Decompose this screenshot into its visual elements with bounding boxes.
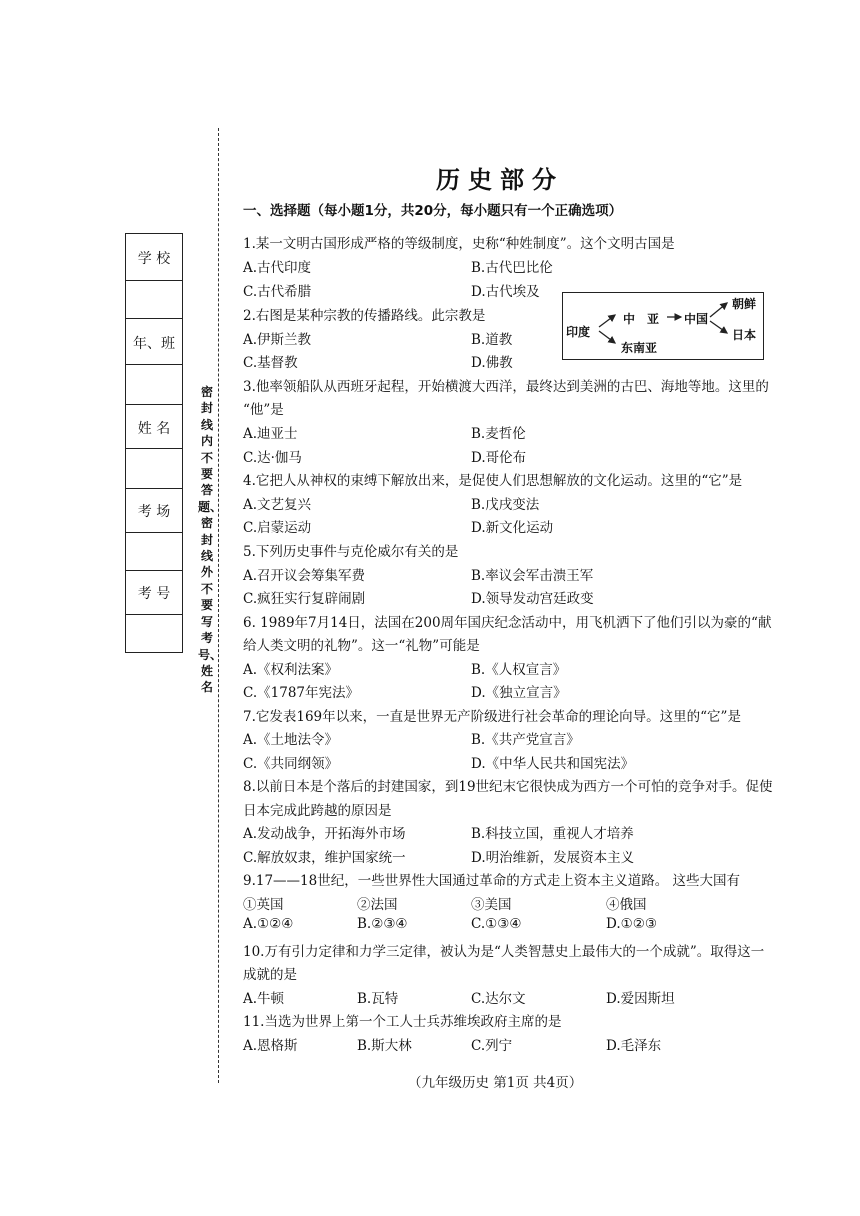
q11-option-d[interactable]: D.毛泽东	[606, 1038, 662, 1054]
question-3-line-2: “他”是	[243, 402, 284, 418]
seal-dashed-line	[218, 128, 219, 1083]
q10-option-b[interactable]: B.瓦特	[357, 991, 399, 1007]
question-4: 4.它把人从神权的束缚下解放出来，是促使人们思想解放的文化运动。这里的“它”是	[243, 473, 743, 489]
q9-item-4: ④俄国	[606, 897, 647, 913]
q9-option-c[interactable]: C.①③④	[471, 916, 522, 932]
religion-spread-diagram	[562, 292, 764, 360]
diagram-central-asia: 中 亚	[623, 312, 660, 326]
class-label: 年、班	[133, 336, 175, 352]
diagram-india: 印度	[566, 325, 591, 339]
q11-option-b[interactable]: B.斯大林	[357, 1038, 412, 1054]
page-footer: （九年级历史 第1页 共4页）	[408, 1075, 583, 1091]
q3-option-c[interactable]: C.达·伽马	[243, 450, 302, 466]
q8-option-c[interactable]: C.解放奴隶，维护国家统一	[243, 850, 406, 866]
school-blank[interactable]	[126, 280, 182, 318]
q10-option-d[interactable]: D.爱因斯坦	[606, 991, 675, 1007]
section-heading-choice: 一、选择题（每小题1分，共20分，每小题只有一个正确选项）	[243, 203, 623, 219]
name-cell	[126, 404, 182, 448]
q7-option-d[interactable]: D.《中华人民共和国宪法》	[471, 756, 635, 772]
q8-option-b[interactable]: B.科技立国，重视人才培养	[471, 826, 634, 842]
q9-item-1: ①英国	[243, 897, 284, 913]
q9-item-3: ③美国	[471, 897, 512, 913]
q3-option-b[interactable]: B.麦哲伦	[471, 426, 526, 442]
q2-option-c[interactable]: C.基督教	[243, 355, 298, 371]
q1-option-c[interactable]: C.古代希腊	[243, 284, 312, 300]
q10-option-c[interactable]: C.达尔文	[471, 991, 526, 1007]
q4-option-b[interactable]: B.戊戌变法	[471, 497, 540, 513]
exam-room-cell	[126, 488, 182, 532]
q11-option-c[interactable]: C.列宁	[471, 1038, 513, 1054]
class-blank[interactable]	[126, 364, 182, 404]
q1-option-b[interactable]: B.古代巴比伦	[471, 260, 553, 276]
binding-info-table	[125, 233, 183, 653]
question-6-line-2: 给人类文明的礼物”。这一“礼物”可能是	[243, 638, 480, 654]
q9-option-a[interactable]: A.①②④	[243, 916, 294, 932]
school-cell	[126, 234, 182, 280]
q2-option-b[interactable]: B.道教	[471, 332, 513, 348]
q6-option-b[interactable]: B.《人权宣言》	[471, 662, 567, 678]
q5-option-d[interactable]: D.领导发动宫廷政变	[471, 591, 594, 607]
q1-option-d[interactable]: D.古代埃及	[471, 284, 540, 300]
q5-option-c[interactable]: C.疯狂实行复辟闹剧	[243, 591, 366, 607]
page-title: 历史部分	[436, 166, 564, 194]
q6-option-a[interactable]: A.《权利法案》	[243, 662, 339, 678]
q11-option-a[interactable]: A.恩格斯	[243, 1038, 298, 1054]
q9-item-2: ②法国	[357, 897, 398, 913]
diagram-japan: 日本	[732, 328, 757, 342]
q9-option-b[interactable]: B.②③④	[357, 916, 408, 932]
exam-room-blank[interactable]	[126, 532, 182, 570]
question-10: 10.万有引力定律和力学三定律，被认为是“人类智慧史上最伟大的一个成就”。取得这一	[243, 944, 765, 960]
question-11: 11.当选为世界上第一个工人士兵苏维埃政府主席的是	[243, 1014, 562, 1030]
q5-option-b[interactable]: B.率议会军击溃王军	[471, 568, 594, 584]
question-8-line-2: 日本完成此跨越的原因是	[243, 803, 392, 819]
diagram-china: 中国	[684, 312, 709, 326]
question-5: 5.下列历史事件与克伦威尔有关的是	[243, 544, 459, 560]
q7-option-a[interactable]: A.《土地法令》	[243, 732, 339, 748]
q7-option-c[interactable]: C.《共同纲领》	[243, 756, 339, 772]
exam-number-cell	[126, 570, 182, 614]
name-blank[interactable]	[126, 448, 182, 488]
question-9: 9.17——18世纪，一些世界性大国通过革命的方式走上资本主义道路。 这些大国有	[243, 873, 741, 889]
q9-option-d[interactable]: D.①②③	[606, 916, 657, 932]
exam-number-label: 考 号	[137, 586, 171, 602]
diagram-korea: 朝鲜	[732, 297, 757, 311]
question-2: 2.右图是某种宗教的传播路线。此宗教是	[243, 308, 486, 324]
exam-room-label: 考 场	[137, 504, 171, 520]
school-label: 学 校	[137, 251, 171, 267]
q8-option-d[interactable]: D.明治维新，发展资本主义	[471, 850, 635, 866]
q7-option-b[interactable]: B.《共产党宣言》	[471, 732, 580, 748]
q2-option-d[interactable]: D.佛教	[471, 355, 513, 371]
q10-option-a[interactable]: A.牛顿	[243, 991, 285, 1007]
question-6: 6. 1989年7月14日，法国在200周年国庆纪念活动中，用飞机洒下了他们引以为豪的“献	[243, 615, 772, 631]
q4-option-d[interactable]: D.新文化运动	[471, 520, 554, 536]
diagram-southeast-asia: 东南亚	[621, 341, 658, 355]
seal-line-notice: 密封线内不要答题、密封线外不要写考号、姓名	[198, 385, 223, 695]
question-10-line-2: 成就的是	[243, 967, 297, 983]
q8-option-a[interactable]: A.发动战争，开拓海外市场	[243, 826, 406, 842]
q6-option-d[interactable]: D.《独立宣言》	[471, 685, 567, 701]
q4-option-c[interactable]: C.启蒙运动	[243, 520, 312, 536]
q1-option-a[interactable]: A.古代印度	[243, 260, 312, 276]
question-7: 7.它发表169年以来，一直是世界无产阶级进行社会革命的理论向导。这里的“它”是	[243, 709, 741, 725]
name-label: 姓 名	[137, 421, 171, 437]
question-3: 3.他率领船队从西班牙起程，开始横渡大西洋，最终达到美洲的古巴、海地等地。这里的	[243, 379, 769, 395]
q2-option-a[interactable]: A.伊斯兰教	[243, 332, 312, 348]
q6-option-c[interactable]: C.《1787年宪法》	[243, 685, 359, 701]
question-8: 8.以前日本是个落后的封建国家，到19世纪末它很快成为西方一个可怕的竞争对手。促使	[243, 779, 773, 795]
exam-number-blank[interactable]	[126, 614, 182, 652]
q3-option-a[interactable]: A.迪亚士	[243, 426, 298, 442]
question-1: 1.某一文明古国形成严格的等级制度，史称“种姓制度”。这个文明古国是	[243, 236, 675, 252]
class-cell	[126, 318, 182, 364]
q4-option-a[interactable]: A.文艺复兴	[243, 497, 312, 513]
q5-option-a[interactable]: A.召开议会筹集军费	[243, 568, 366, 584]
q3-option-d[interactable]: D.哥伦布	[471, 450, 527, 466]
